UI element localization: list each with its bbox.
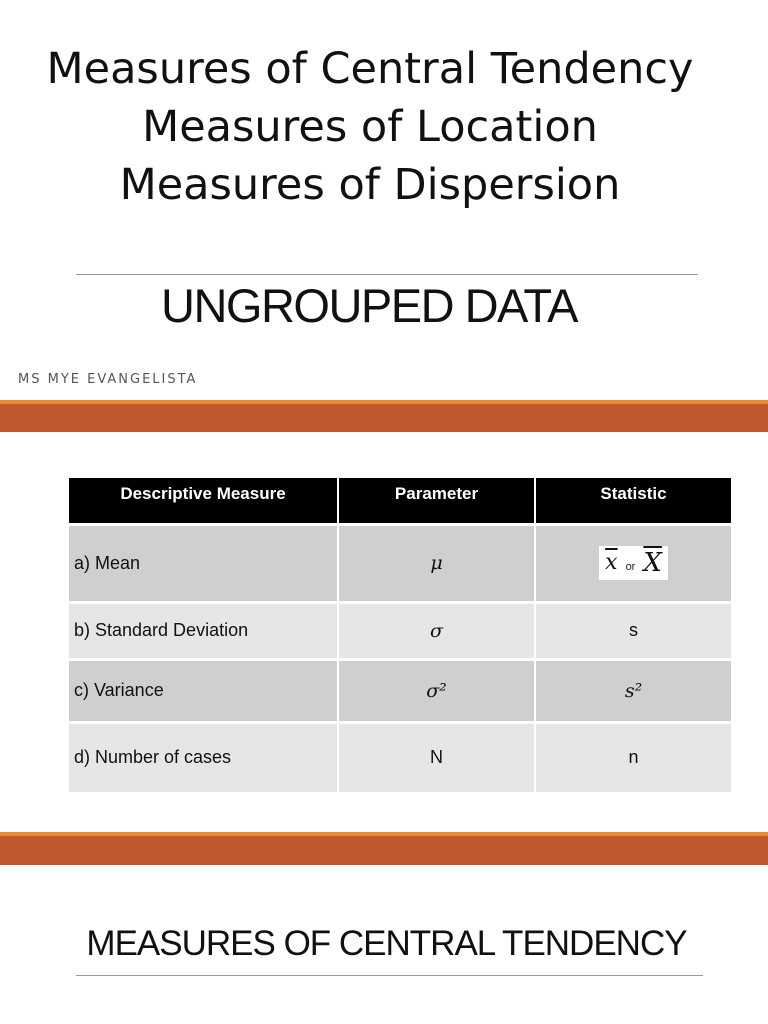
section-divider	[76, 975, 703, 976]
parameter-cell	[338, 659, 535, 722]
table-row	[69, 602, 731, 659]
statistic-formula	[599, 546, 668, 580]
title-line-location: Measures of Location	[142, 102, 598, 152]
parameter-symbol: σ	[430, 619, 443, 642]
parameter-cell	[338, 524, 535, 602]
title-line-central-tendency: Measures of Central Tendency	[46, 44, 694, 94]
parameter-symbol: σ²	[426, 679, 447, 702]
header-parameter: Parameter	[338, 478, 535, 524]
slide-subtitle: UNGROUPED DATA	[161, 279, 577, 332]
table-row	[69, 659, 731, 722]
statistic-cell	[535, 659, 731, 722]
table-row	[69, 524, 731, 602]
statistic-cell	[535, 524, 731, 602]
slide-title	[0, 40, 740, 214]
decorative-band-top	[0, 400, 768, 432]
measure-label: d) Number of cases	[69, 722, 338, 792]
sample-mean-symbol-upper: $\overline{X}$	[643, 547, 662, 578]
title-line-dispersion: Measures of Dispersion	[119, 160, 621, 210]
table-header-row	[69, 478, 731, 524]
statistic-cell: s	[535, 602, 731, 659]
decorative-band-bottom	[0, 832, 768, 865]
section-title: MEASURES OF CENTRAL TENDENCY	[86, 924, 687, 963]
sample-mean-symbol: $\overline{x}$	[605, 549, 618, 575]
parameter-cell	[338, 602, 535, 659]
table-row	[69, 722, 731, 792]
measure-label: c) Variance	[69, 659, 338, 722]
header-descriptive-measure: Descriptive Measure	[69, 478, 338, 524]
measure-label: b) Standard Deviation	[69, 602, 338, 659]
statistic-symbol: s²	[624, 679, 643, 702]
statistic-cell: n	[535, 722, 731, 792]
author-name: MS MYE EVANGELISTA	[18, 372, 198, 387]
header-statistic: Statistic	[535, 478, 731, 524]
parameter-symbol: μ	[430, 552, 443, 574]
descriptive-measures-table	[69, 478, 731, 792]
parameter-cell: N	[338, 722, 535, 792]
title-divider	[76, 274, 698, 275]
measure-label: a) Mean	[69, 524, 338, 602]
or-connector: or	[625, 560, 636, 573]
